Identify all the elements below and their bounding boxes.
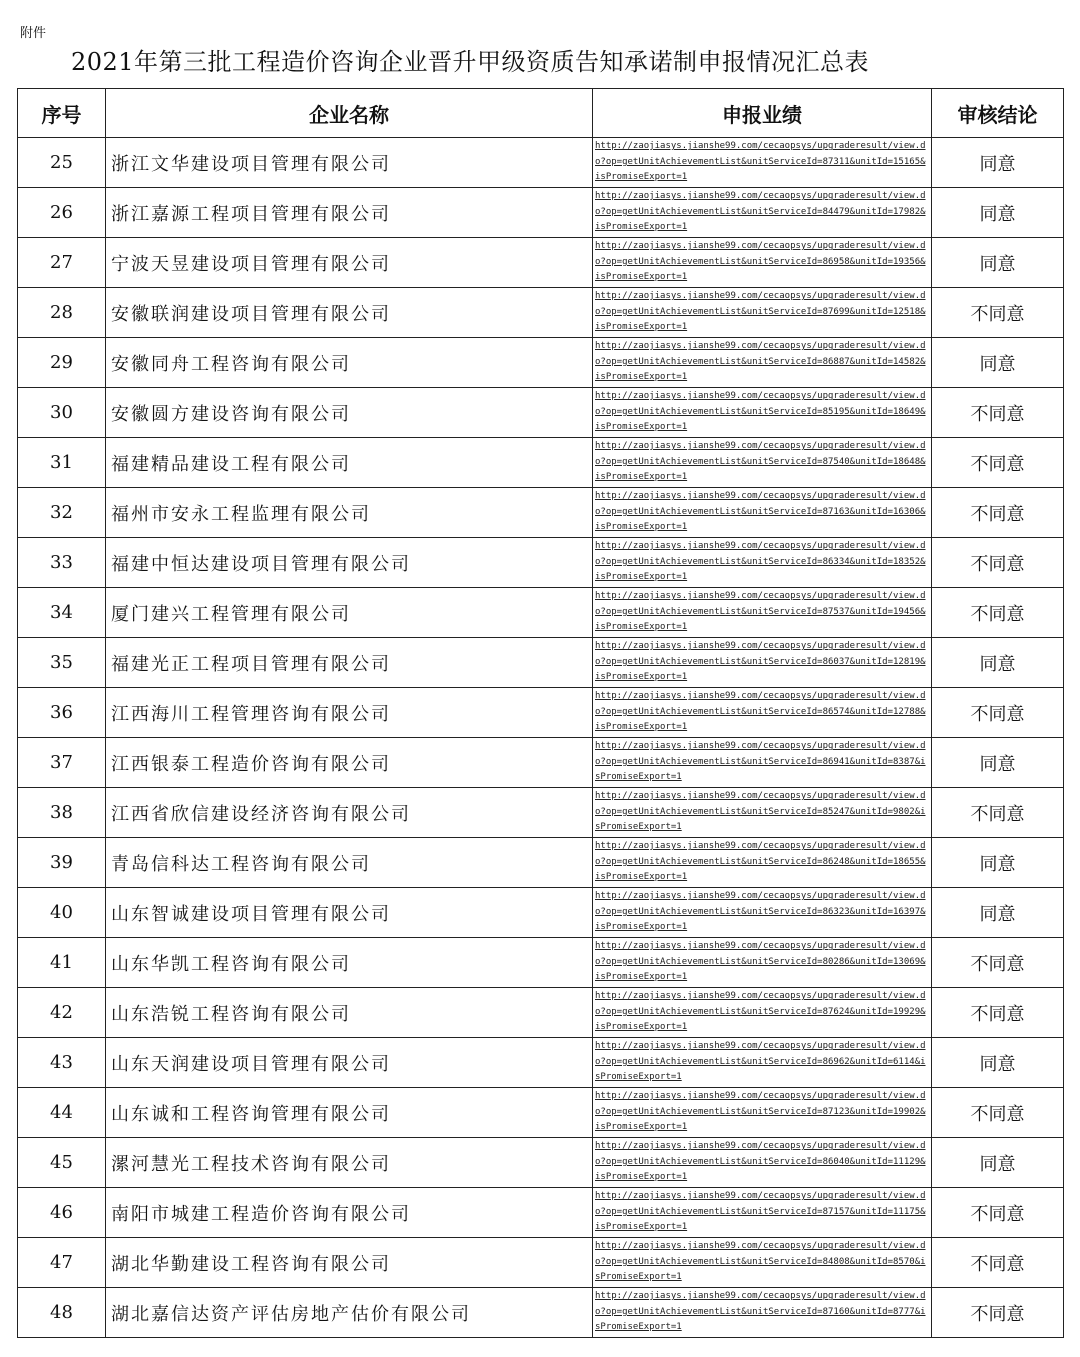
- table-row: [18, 688, 1064, 738]
- row-number: 28: [18, 288, 106, 338]
- row-number: 32: [18, 488, 106, 538]
- table-row: [18, 238, 1064, 288]
- row-number: 42: [18, 988, 106, 1038]
- performance-cell: [593, 388, 932, 438]
- company-name: 山东天润建设项目管理有限公司: [106, 1038, 593, 1088]
- row-number: 48: [18, 1288, 106, 1338]
- row-number: 27: [18, 238, 106, 288]
- performance-link[interactable]: http://zaojiasys.jianshe99.com/cecaopsys/upgraderesult/view.do?op=getUnitAchievementList&unitServiceId=86887&unitId=14582&isPromiseExport=1: [595, 341, 926, 383]
- table-row: [18, 1088, 1064, 1138]
- verdict: 不同意: [932, 1188, 1064, 1238]
- table-header-row: [18, 89, 1064, 138]
- row-number: 31: [18, 438, 106, 488]
- performance-cell: [593, 1038, 932, 1088]
- company-name: 江西银泰工程造价咨询有限公司: [106, 738, 593, 788]
- table-row: [18, 1288, 1064, 1338]
- row-number: 30: [18, 388, 106, 438]
- company-name: 浙江文华建设项目管理有限公司: [106, 138, 593, 188]
- table-row: [18, 188, 1064, 238]
- company-name: 福建精品建设工程有限公司: [106, 438, 593, 488]
- table-row: [18, 438, 1064, 488]
- row-number: 44: [18, 1088, 106, 1138]
- header-verdict: 审核结论: [932, 89, 1064, 138]
- company-name: 山东华凯工程咨询有限公司: [106, 938, 593, 988]
- company-name: 江西海川工程管理咨询有限公司: [106, 688, 593, 738]
- row-number: 33: [18, 538, 106, 588]
- company-name: 山东智诚建设项目管理有限公司: [106, 888, 593, 938]
- performance-cell: [593, 488, 932, 538]
- header-performance: 申报业绩: [593, 89, 932, 138]
- performance-cell: [593, 1138, 932, 1188]
- performance-cell: [593, 188, 932, 238]
- performance-cell: [593, 438, 932, 488]
- header-company-name: 企业名称: [106, 89, 593, 138]
- verdict: 同意: [932, 238, 1064, 288]
- performance-link[interactable]: http://zaojiasys.jianshe99.com/cecaopsys/upgraderesult/view.do?op=getUnitAchievementList&unitServiceId=86962&unitId=6114&isPromiseExport=1: [595, 1041, 926, 1083]
- table-row: [18, 488, 1064, 538]
- performance-link[interactable]: http://zaojiasys.jianshe99.com/cecaopsys/upgraderesult/view.do?op=getUnitAchievementList&unitServiceId=80286&unitId=13069&isPromiseExport=1: [595, 941, 926, 983]
- verdict: 不同意: [932, 1088, 1064, 1138]
- table-row: [18, 838, 1064, 888]
- company-name: 湖北嘉信达资产评估房地产估价有限公司: [106, 1288, 593, 1338]
- performance-cell: [593, 588, 932, 638]
- verdict: 同意: [932, 338, 1064, 388]
- performance-link[interactable]: http://zaojiasys.jianshe99.com/cecaopsys/upgraderesult/view.do?op=getUnitAchievementList&unitServiceId=87123&unitId=19902&isPromiseExport=1: [595, 1091, 926, 1133]
- company-name: 南阳市城建工程造价咨询有限公司: [106, 1188, 593, 1238]
- company-name: 福建中恒达建设项目管理有限公司: [106, 538, 593, 588]
- performance-link[interactable]: http://zaojiasys.jianshe99.com/cecaopsys/upgraderesult/view.do?op=getUnitAchievementList&unitServiceId=87624&unitId=19929&isPromiseExport=1: [595, 991, 926, 1033]
- performance-cell: [593, 1188, 932, 1238]
- table-row: [18, 1188, 1064, 1238]
- verdict: 同意: [932, 1138, 1064, 1188]
- performance-link[interactable]: http://zaojiasys.jianshe99.com/cecaopsys/upgraderesult/view.do?op=getUnitAchievementList&unitServiceId=84479&unitId=17982&isPromiseExport=1: [595, 191, 926, 233]
- row-number: 36: [18, 688, 106, 738]
- table-row: [18, 938, 1064, 988]
- performance-cell: [593, 888, 932, 938]
- verdict: 不同意: [932, 1288, 1064, 1338]
- table-row: [18, 1138, 1064, 1188]
- performance-link[interactable]: http://zaojiasys.jianshe99.com/cecaopsys/upgraderesult/view.do?op=getUnitAchievementList&unitServiceId=84808&unitId=8570&isPromiseExport=1: [595, 1241, 926, 1283]
- table-body: [18, 138, 1064, 1338]
- performance-cell: [593, 688, 932, 738]
- row-number: 35: [18, 638, 106, 688]
- performance-cell: [593, 138, 932, 188]
- attachment-label: 附件: [20, 26, 47, 41]
- table-row: [18, 988, 1064, 1038]
- row-number: 29: [18, 338, 106, 388]
- company-name: 湖北华勤建设工程咨询有限公司: [106, 1238, 593, 1288]
- performance-cell: [593, 1088, 932, 1138]
- performance-link[interactable]: http://zaojiasys.jianshe99.com/cecaopsys/upgraderesult/view.do?op=getUnitAchievementList&unitServiceId=86323&unitId=16397&isPromiseExport=1: [595, 891, 926, 933]
- verdict: 不同意: [932, 438, 1064, 488]
- performance-link[interactable]: http://zaojiasys.jianshe99.com/cecaopsys/upgraderesult/view.do?op=getUnitAchievementList&unitServiceId=86037&unitId=12819&isPromiseExport=1: [595, 641, 926, 683]
- verdict: 同意: [932, 888, 1064, 938]
- company-name: 福建光正工程项目管理有限公司: [106, 638, 593, 688]
- performance-link[interactable]: http://zaojiasys.jianshe99.com/cecaopsys/upgraderesult/view.do?op=getUnitAchievementList&unitServiceId=86958&unitId=19356&isPromiseExport=1: [595, 241, 926, 283]
- header-no: 序号: [18, 89, 106, 138]
- verdict: 不同意: [932, 538, 1064, 588]
- performance-link[interactable]: http://zaojiasys.jianshe99.com/cecaopsys/upgraderesult/view.do?op=getUnitAchievementList&unitServiceId=87540&unitId=18648&isPromiseExport=1: [595, 441, 926, 483]
- performance-link[interactable]: http://zaojiasys.jianshe99.com/cecaopsys/upgraderesult/view.do?op=getUnitAchievementList&unitServiceId=86574&unitId=12788&isPromiseExport=1: [595, 691, 926, 733]
- company-name: 江西省欣信建设经济咨询有限公司: [106, 788, 593, 838]
- verdict: 不同意: [932, 688, 1064, 738]
- row-number: 38: [18, 788, 106, 838]
- verdict: 不同意: [932, 588, 1064, 638]
- row-number: 45: [18, 1138, 106, 1188]
- company-name: 山东诚和工程咨询管理有限公司: [106, 1088, 593, 1138]
- row-number: 25: [18, 138, 106, 188]
- verdict: 同意: [932, 838, 1064, 888]
- performance-cell: [593, 1238, 932, 1288]
- verdict: 同意: [932, 638, 1064, 688]
- performance-cell: [593, 738, 932, 788]
- verdict: 同意: [932, 1038, 1064, 1088]
- verdict: 不同意: [932, 288, 1064, 338]
- company-name: 浙江嘉源工程项目管理有限公司: [106, 188, 593, 238]
- performance-cell: [593, 1288, 932, 1338]
- row-number: 43: [18, 1038, 106, 1088]
- table-row: [18, 338, 1064, 388]
- company-name: 青岛信科达工程咨询有限公司: [106, 838, 593, 888]
- performance-link[interactable]: http://zaojiasys.jianshe99.com/cecaopsys/upgraderesult/view.do?op=getUnitAchievementList&unitServiceId=87160&unitId=8777&isPromiseExport=1: [595, 1291, 926, 1333]
- verdict: 不同意: [932, 788, 1064, 838]
- performance-cell: [593, 938, 932, 988]
- row-number: 34: [18, 588, 106, 638]
- table-row: [18, 1038, 1064, 1088]
- verdict: 不同意: [932, 388, 1064, 438]
- performance-link[interactable]: http://zaojiasys.jianshe99.com/cecaopsys/upgraderesult/view.do?op=getUnitAchievementList&unitServiceId=86040&unitId=11129&isPromiseExport=1: [595, 1141, 926, 1183]
- performance-cell: [593, 788, 932, 838]
- table-row: [18, 788, 1064, 838]
- company-name: 安徽圆方建设咨询有限公司: [106, 388, 593, 438]
- row-number: 47: [18, 1238, 106, 1288]
- company-name: 厦门建兴工程管理有限公司: [106, 588, 593, 638]
- performance-cell: [593, 838, 932, 888]
- summary-table: [17, 88, 1064, 1338]
- row-number: 40: [18, 888, 106, 938]
- company-name: 安徽联润建设项目管理有限公司: [106, 288, 593, 338]
- row-number: 41: [18, 938, 106, 988]
- table-row: [18, 588, 1064, 638]
- row-number: 26: [18, 188, 106, 238]
- document-title: 2021年第三批工程造价咨询企业晋升甲级资质告知承诺制申报情况汇总表: [70, 48, 870, 76]
- table-row: [18, 288, 1064, 338]
- performance-link[interactable]: http://zaojiasys.jianshe99.com/cecaopsys/upgraderesult/view.do?op=getUnitAchievementList&unitServiceId=86334&unitId=18352&isPromiseExport=1: [595, 541, 926, 583]
- performance-cell: [593, 238, 932, 288]
- performance-link[interactable]: http://zaojiasys.jianshe99.com/cecaopsys/upgraderesult/view.do?op=getUnitAchievementList&unitServiceId=87311&unitId=15165&isPromiseExport=1: [595, 141, 926, 183]
- verdict: 不同意: [932, 1238, 1064, 1288]
- performance-link[interactable]: http://zaojiasys.jianshe99.com/cecaopsys/upgraderesult/view.do?op=getUnitAchievementList&unitServiceId=86248&unitId=18655&isPromiseExport=1: [595, 841, 926, 883]
- verdict: 不同意: [932, 988, 1064, 1038]
- performance-link[interactable]: http://zaojiasys.jianshe99.com/cecaopsys/upgraderesult/view.do?op=getUnitAchievementList&unitServiceId=87157&unitId=11175&isPromiseExport=1: [595, 1191, 926, 1233]
- performance-link[interactable]: http://zaojiasys.jianshe99.com/cecaopsys/upgraderesult/view.do?op=getUnitAchievementList&unitServiceId=85195&unitId=18649&isPromiseExport=1: [595, 391, 926, 433]
- company-name: 漯河慧光工程技术咨询有限公司: [106, 1138, 593, 1188]
- performance-cell: [593, 988, 932, 1038]
- table-row: [18, 538, 1064, 588]
- row-number: 37: [18, 738, 106, 788]
- company-name: 安徽同舟工程咨询有限公司: [106, 338, 593, 388]
- table-row: [18, 638, 1064, 688]
- verdict: 同意: [932, 188, 1064, 238]
- performance-cell: [593, 638, 932, 688]
- table-row: [18, 388, 1064, 438]
- performance-cell: [593, 538, 932, 588]
- verdict: 同意: [932, 738, 1064, 788]
- table-row: [18, 1238, 1064, 1288]
- performance-cell: [593, 288, 932, 338]
- company-name: 山东浩锐工程咨询有限公司: [106, 988, 593, 1038]
- performance-cell: [593, 338, 932, 388]
- company-name: 宁波天昱建设项目管理有限公司: [106, 238, 593, 288]
- verdict: 不同意: [932, 938, 1064, 988]
- verdict: 同意: [932, 138, 1064, 188]
- table-row: [18, 138, 1064, 188]
- row-number: 46: [18, 1188, 106, 1238]
- verdict: 不同意: [932, 488, 1064, 538]
- table-row: [18, 888, 1064, 938]
- performance-link[interactable]: http://zaojiasys.jianshe99.com/cecaopsys/upgraderesult/view.do?op=getUnitAchievementList&unitServiceId=87537&unitId=19456&isPromiseExport=1: [595, 591, 926, 633]
- table-row: [18, 738, 1064, 788]
- performance-link[interactable]: http://zaojiasys.jianshe99.com/cecaopsys/upgraderesult/view.do?op=getUnitAchievementList&unitServiceId=87163&unitId=16306&isPromiseExport=1: [595, 491, 926, 533]
- company-name: 福州市安永工程监理有限公司: [106, 488, 593, 538]
- performance-link[interactable]: http://zaojiasys.jianshe99.com/cecaopsys/upgraderesult/view.do?op=getUnitAchievementList&unitServiceId=85247&unitId=9802&isPromiseExport=1: [595, 791, 926, 833]
- performance-link[interactable]: http://zaojiasys.jianshe99.com/cecaopsys/upgraderesult/view.do?op=getUnitAchievementList&unitServiceId=86941&unitId=8387&isPromiseExport=1: [595, 741, 926, 783]
- row-number: 39: [18, 838, 106, 888]
- performance-link[interactable]: http://zaojiasys.jianshe99.com/cecaopsys/upgraderesult/view.do?op=getUnitAchievementList&unitServiceId=87699&unitId=12518&isPromiseExport=1: [595, 291, 926, 333]
